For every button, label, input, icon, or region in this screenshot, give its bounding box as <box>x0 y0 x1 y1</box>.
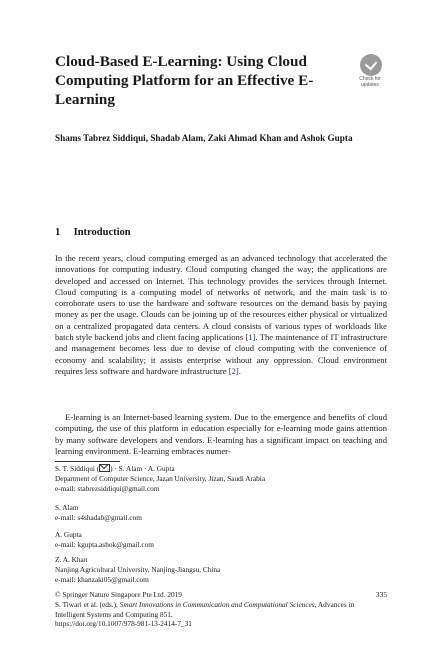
badge-line-2: updates <box>361 82 379 88</box>
section-title: Introduction <box>73 227 131 238</box>
affiliation-block-2 <box>55 503 385 523</box>
envelope-icon[interactable] <box>99 464 110 472</box>
citation-link-1[interactable]: [1] <box>245 332 256 343</box>
affiliation-department: Department of Computer Science, Jazan University, Jizan, Saudi Arabia <box>55 474 266 483</box>
affiliation-name: A. Gupta <box>55 530 82 539</box>
badge-line-1: Check for <box>359 76 381 82</box>
copyright-line: © Springer Nature Singapore Pte Ltd. 2019 <box>55 590 182 599</box>
affiliation-email[interactable]: e-mail: s4shadab@gmail.com <box>55 513 142 522</box>
affiliation-name: S. Alam <box>55 503 79 512</box>
affiliation-block-1 <box>55 464 385 494</box>
affiliation-email[interactable]: e-mail: kgupta.ashok@gmail.com <box>55 540 154 549</box>
affiliation-names: S. T. Siddiqui ( ) · S. Alam · A. Gupta <box>55 464 175 473</box>
paper-title: Cloud-Based E-Learning: Using Cloud Computing Platform for an Effective E-Learning <box>55 53 314 108</box>
footnote-divider <box>55 461 120 462</box>
book-title: Smart Innovations in Communication and Computational Sciences <box>119 599 315 609</box>
check-for-updates-badge[interactable] <box>355 54 385 94</box>
body-paragraph-2: E-learning is an Internet-based learning system. Due to the emergence and benefits of cloud computing, the use of this platform in education especially for e-learning mode gains attention by many software developers and vendors. E-learning has a significant impact on teaching and learning environment. E-learning embraces numer- <box>55 412 387 456</box>
doi-link[interactable]: https://doi.org/10.1007/978-981-13-2414-7_31 <box>55 619 192 629</box>
author-list: Shams Tabrez Siddiqui, Shadab Alam, Zaki Ahmad Khan and Ashok Gupta <box>55 133 353 143</box>
check-icon <box>360 54 382 76</box>
affiliation-block-4 <box>55 555 385 585</box>
body-paragraph-1: In the recent years, cloud computing emerged as an advanced technology that accelerated the innovations for computing industry. Cloud computing changed the way; the applications are developed and accessed on Internet. This technology provides the services through Internet. Cloud computing is a computing model of networks of network, and the main task is to corroborate users to use the hardware and software resources on the demand basis by paying money as per the usage. Clouds can be joining up of the resources either physical or virtualized on a centralized propagated data centers. A cloud consists of various types of workloads like batch style backend jobs and client facing applications [1]. The maintenance of IT infrastructure and management becomes less due to devise of cloud computing with the convenience of economy and scalability; it assists enterprise without any oppression. Cloud environment requires less software and hardware infrastructure [2]. <box>55 253 388 376</box>
page-number: 335 <box>375 590 387 599</box>
affiliation-email[interactable]: e-mail: khanzaki05@gmail.com <box>55 575 149 584</box>
section-number: 1 <box>55 227 61 238</box>
affiliation-department: Nanjing Agricultural University, Nanjing-Jiangsu, China <box>55 565 221 574</box>
affiliation-name: Z. A. Khan <box>55 555 88 564</box>
citation-line: S. Tiwari et al. (eds.), Smart Innovations in Communication and Computational Sciences, Advances in Intelligent Systems and Computing 851, <box>55 599 355 619</box>
section-heading <box>55 227 131 238</box>
affiliation-email[interactable]: e-mail: stabrezsiddiqui@gmail.com <box>55 484 160 493</box>
copyright-block <box>55 590 385 629</box>
citation-link-2[interactable]: [2] <box>228 365 239 376</box>
affiliation-block-3 <box>55 530 385 550</box>
